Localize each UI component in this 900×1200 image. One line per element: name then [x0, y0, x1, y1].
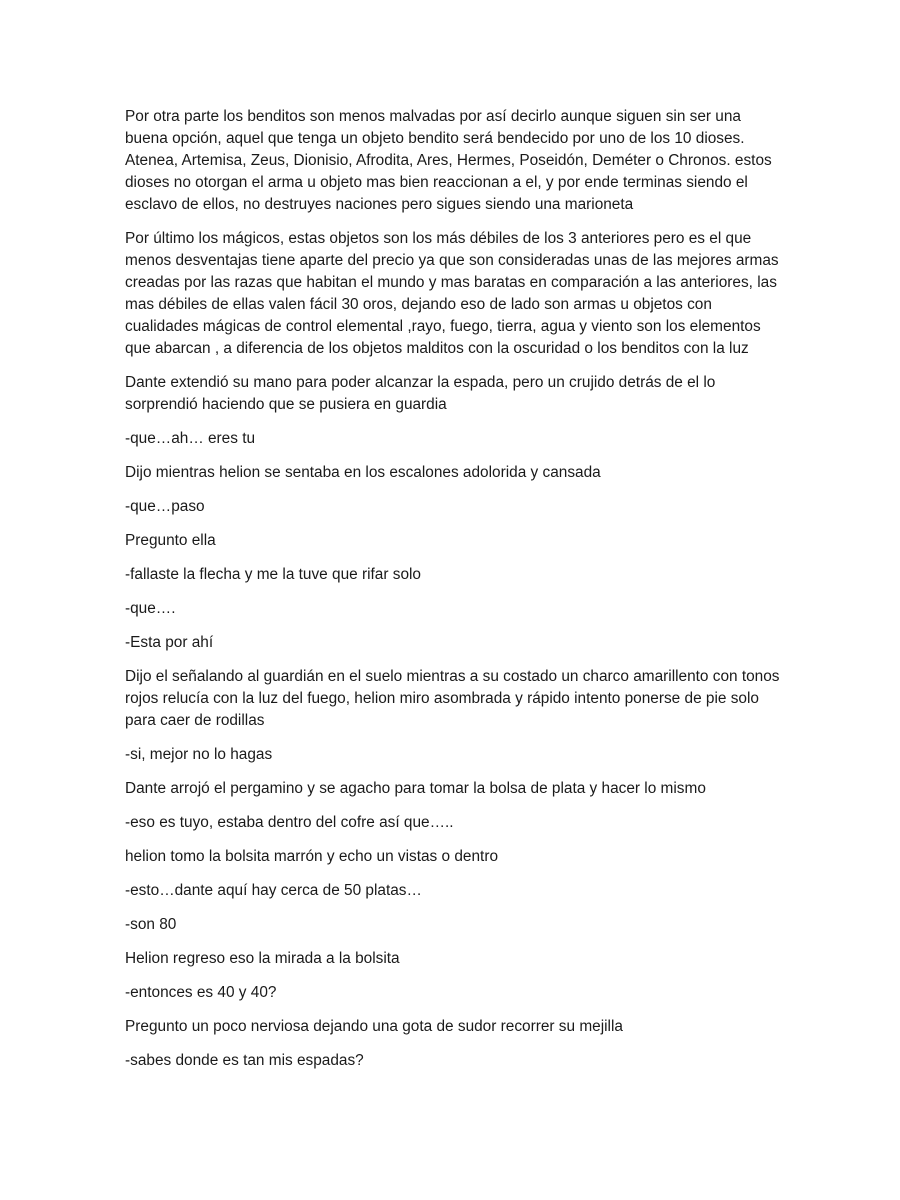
paragraph: helion tomo la bolsita marrón y echo un vistas o dentro: [125, 848, 498, 865]
paragraph: Dijo mientras helion se sentaba en los escalones adolorida y cansada: [125, 464, 601, 481]
dialogue-line: -eso es tuyo, estaba dentro del cofre así que…..: [125, 814, 454, 831]
paragraph: Pregunto un poco nerviosa dejando una gota de sudor recorrer su mejilla: [125, 1018, 623, 1035]
dialogue-line: -esto…dante aquí hay cerca de 50 platas…: [125, 882, 422, 899]
dialogue-line: -que…ah… eres tu: [125, 430, 256, 447]
paragraph: Dante extendió su mano para poder alcanzar la espada, pero un crujido detrás de el lo sorprendió haciendo que se pusiera en guardia: [125, 374, 716, 413]
paragraph: Dijo el señalando al guardián en el suelo mientras a su costado un charco amarillento con tonos rojos relucía con la luz del fuego, helion miro asombrada y rápido intento ponerse de pie solo para caer de rodillas: [125, 668, 780, 729]
dialogue-line: -que…paso: [125, 498, 205, 515]
dialogue-line: -sabes donde es tan mis espadas?: [125, 1052, 364, 1069]
dialogue-line: -si, mejor no lo hagas: [125, 746, 273, 763]
paragraph: Por otra parte los benditos son menos malvadas por así decirlo aunque siguen sin ser una buena opción, aquel que tenga un objeto bendito será bendecido por uno de los 10 dioses. Atenea, Artemisa, Zeus, Dionisio, Afrodita, Ares, Hermes, Poseidón, Deméter o Chronos. estos dioses no otorgan el arma u objeto mas bien reaccionan a el, y por ende terminas siendo el esclavo de ellos, no destruyes naciones pero sigues siendo una marioneta: [125, 108, 772, 213]
dialogue-line: -son 80: [125, 916, 177, 933]
dialogue-line: -fallaste la flecha y me la tuve que rifar solo: [125, 566, 421, 583]
paragraph: Pregunto ella: [125, 532, 216, 549]
paragraph: Por último los mágicos, estas objetos son los más débiles de los 3 anteriores pero es el que menos desventajas tiene aparte del precio ya que son consideradas unas de las mejores armas creadas por las razas que habitan el mundo y mas baratas en comparación a las anteriores, las mas débiles de ellas valen fácil 30 oros, dejando eso de lado son armas u objetos con cualidades mágicas de control elemental ,rayo, fuego, tierra, agua y viento son los elementos que abarcan , a diferencia de los objetos malditos con la oscuridad o los benditos con la luz: [125, 230, 779, 357]
dialogue-line: -entonces es 40 y 40?: [125, 984, 277, 1001]
paragraph: Helion regreso eso la mirada a la bolsita: [125, 950, 400, 967]
dialogue-line: -Esta por ahí: [125, 634, 214, 651]
document-body: [125, 106, 785, 1084]
dialogue-line: -que….: [125, 600, 176, 617]
paragraph: Dante arrojó el pergamino y se agacho para tomar la bolsa de plata y hacer lo mismo: [125, 780, 706, 797]
